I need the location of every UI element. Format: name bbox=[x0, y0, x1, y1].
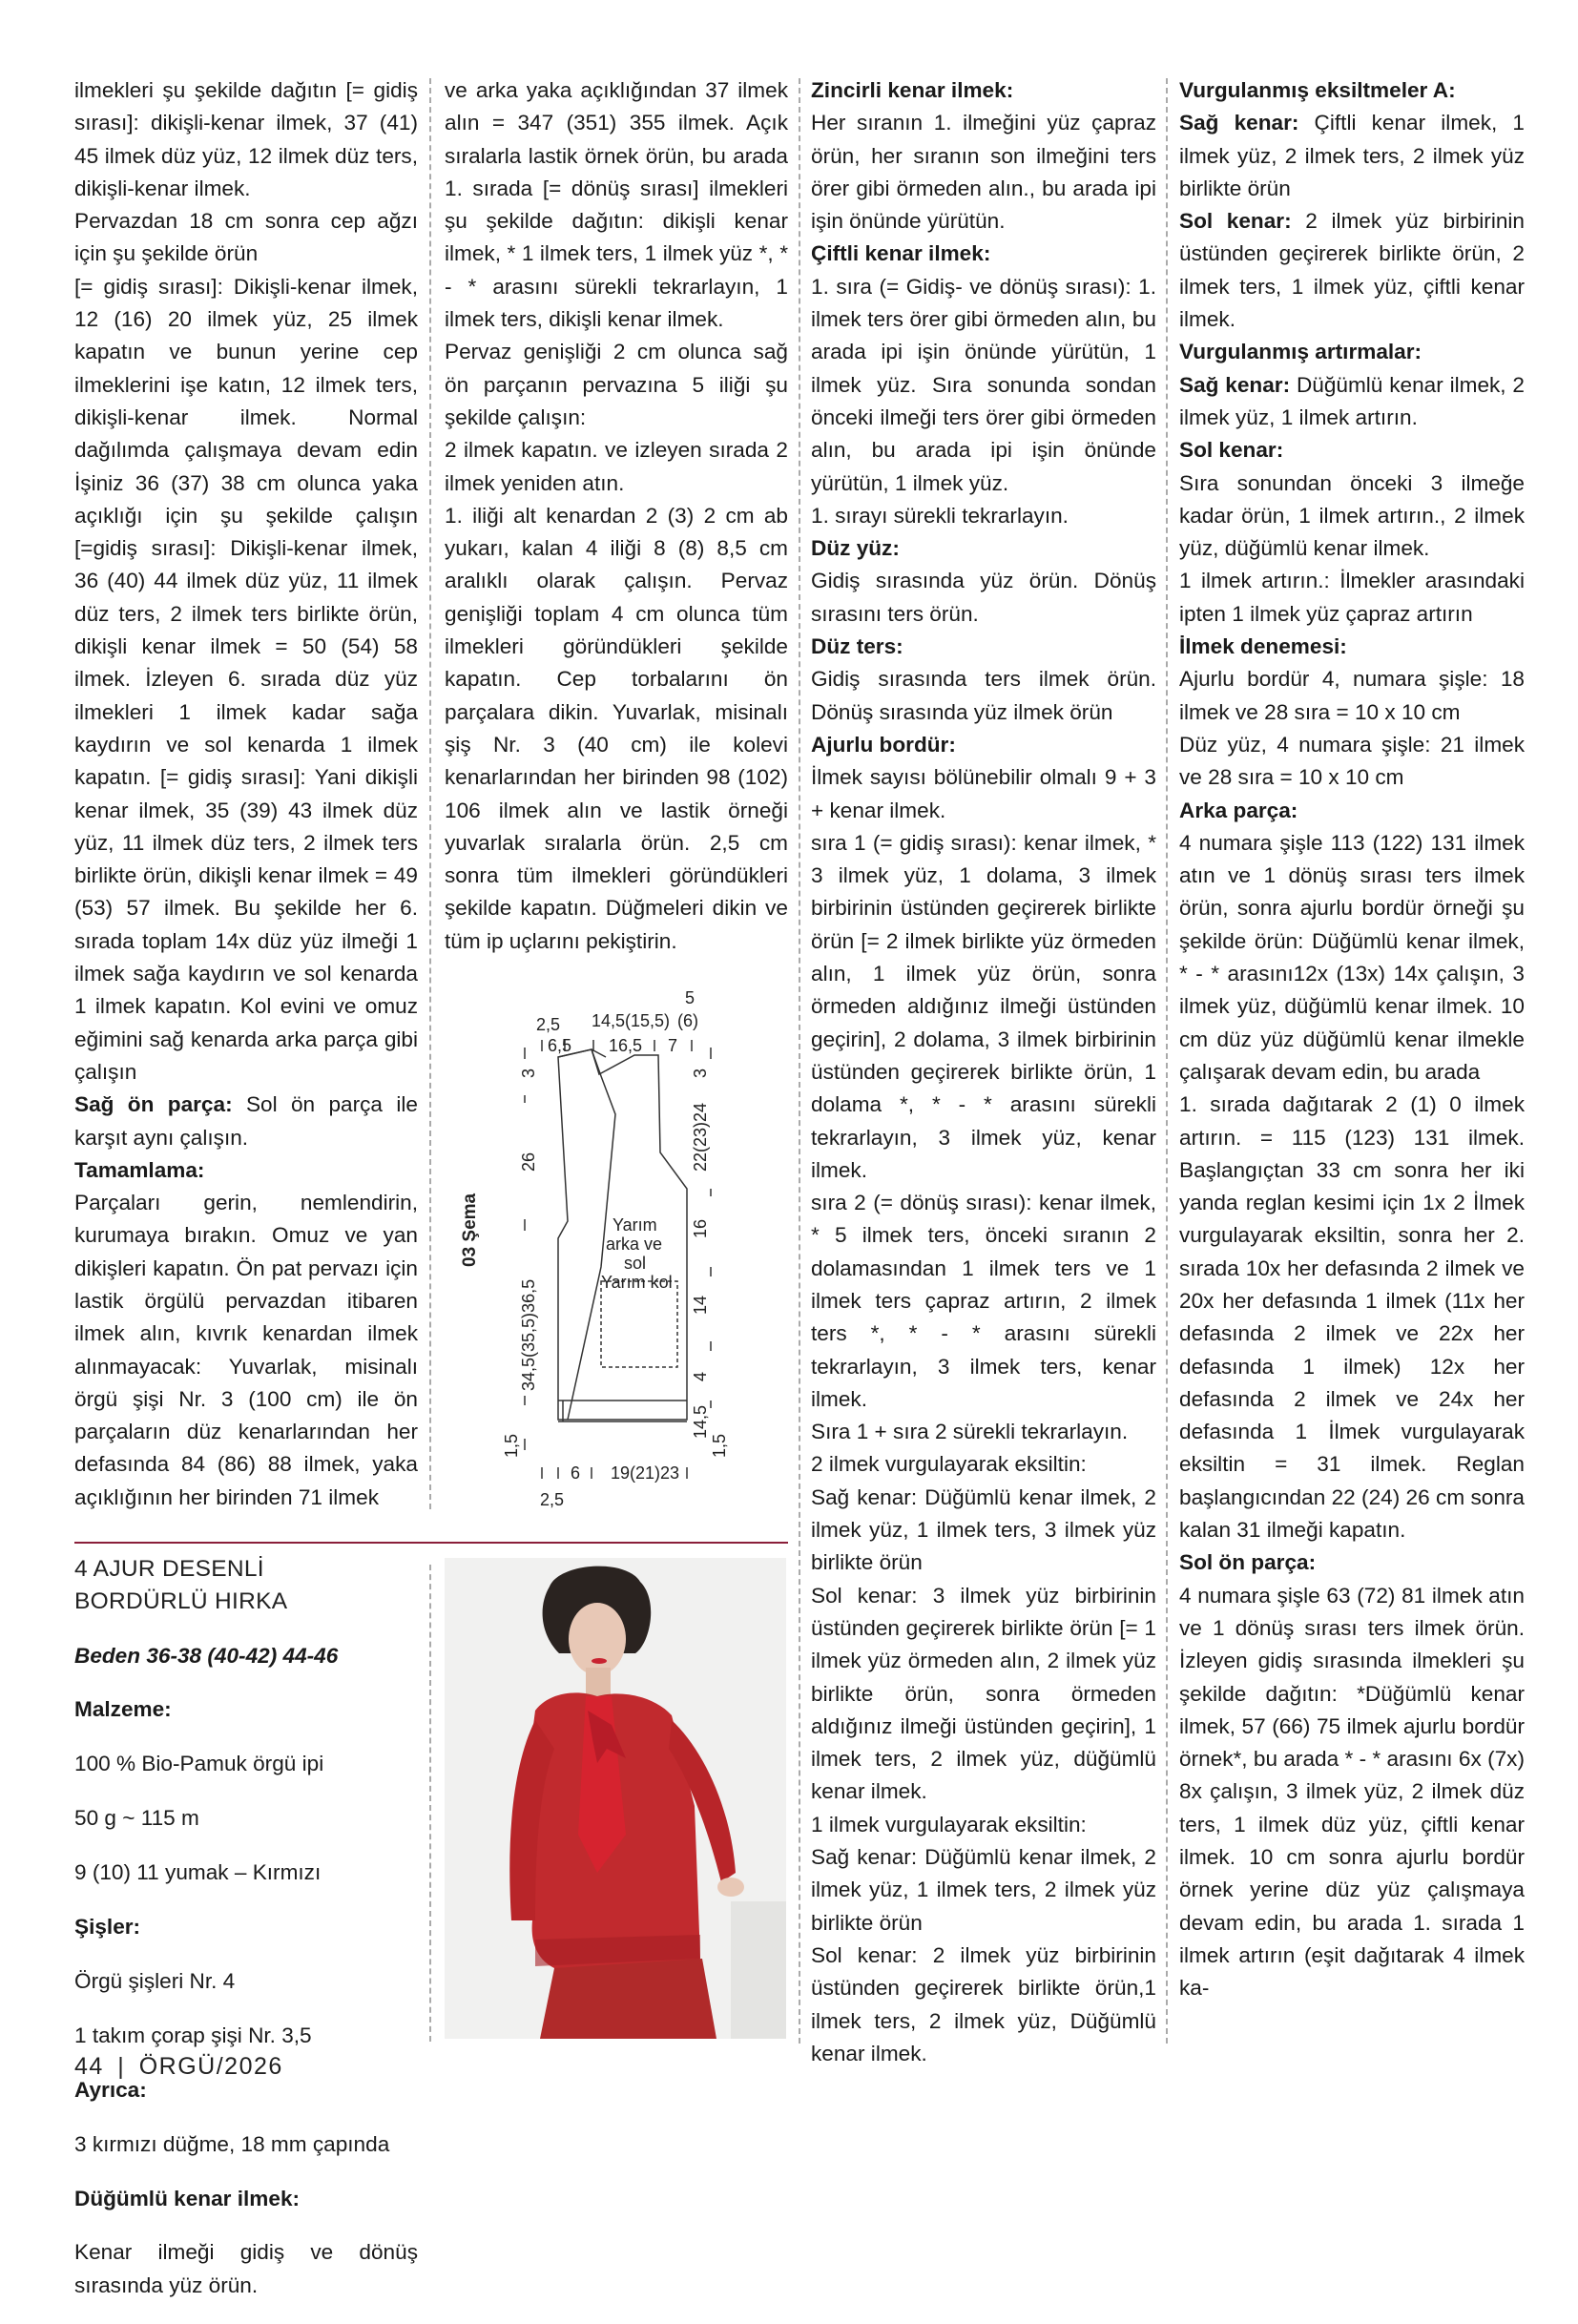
paragraph bbox=[445, 500, 788, 958]
diagram-label: 03 Şema bbox=[460, 1193, 480, 1267]
diagram-label: 1,5 bbox=[710, 1433, 729, 1458]
paragraph bbox=[74, 205, 418, 271]
heading: Zincirli kenar ilmek: bbox=[811, 78, 1014, 102]
diagram-label: sol bbox=[624, 1254, 647, 1273]
diagram-label: 5 bbox=[685, 988, 696, 1007]
paragraph bbox=[445, 336, 788, 434]
footer-separator: | bbox=[117, 2053, 126, 2080]
diagram-label: 3 bbox=[519, 1068, 538, 1078]
body-text: Her sıranın 1. ilmeğini yüz çapraz örün, her sıranın son ilmeğini ters örer gibi örmeden alın., bu arada ipi işin önünde yürütün. bbox=[811, 111, 1156, 234]
body-text: 1. sırada dağıtarak 2 (1) 0 ilmek artırın. = 115 (123) 131 ilmek. Başlangıçtan 33 cm sonra her iki yanda reglan kesimi için 1x 2 İlmek vurgulayarak eksiltin, sonra her 2. sırada 10x her defasında 2 ilmek ve 20x her defasında 1 ilmek (11x her defasında 2 ilmek ve 22x her defasında 1 ilmek) 12x her defasında 2 ilmek ve 24x her defasında 1 İlmek vurgulayarak eksiltin = 31 ilmek. Reglan başlangıcından 22 (24) 26 cm sonra kalan 31 ilmeği kapatın. bbox=[1179, 1092, 1525, 1543]
page-number: 44 bbox=[74, 2053, 104, 2080]
paragraph bbox=[811, 729, 1156, 761]
paragraph bbox=[74, 2020, 418, 2052]
paragraph bbox=[811, 827, 1156, 1187]
paragraph bbox=[1179, 565, 1525, 631]
column-separator bbox=[799, 78, 800, 2044]
body-text: 4 numara şişle 113 (122) 131 ilmek atın ve 1 dönüş sırası ters ilmek örün, sonra ajurlu bordür örneği şu şekilde örün: Düğümlü kenar ilmek, * - * arasını12x (13x) 14x çalışın, 3 ilmek yüz, düğümlü kenar ilmek. 10 cm düz yüz düğümlü kenar ilmekle çalışarak devam edin, bu arada bbox=[1179, 830, 1525, 1084]
body-text: Çiftli kenar ilmek, 1 ilmek yüz, 2 ilmek ters, 2 ilmek yüz birlikte örün bbox=[1179, 111, 1526, 200]
heading: Düz ters: bbox=[811, 634, 903, 659]
body-text: Gidiş sırasında yüz örün. Dönüş sırasını ters örün. bbox=[811, 569, 1156, 626]
paragraph bbox=[74, 1965, 418, 1998]
paragraph bbox=[1179, 369, 1525, 435]
paragraph bbox=[1179, 663, 1525, 729]
body-text: 3 kırmızı düğme, 18 mm çapında bbox=[74, 2131, 390, 2156]
heading: Şişler: bbox=[74, 1915, 141, 1940]
paragraph bbox=[74, 74, 418, 205]
paragraph bbox=[1179, 467, 1525, 566]
paragraph bbox=[811, 761, 1156, 827]
paragraph bbox=[74, 271, 418, 1089]
heading: Ayrıca: bbox=[74, 2077, 147, 2102]
diagram-label: 14,5(15,5) bbox=[592, 1011, 671, 1030]
body-text: Sıra 1 + sıra 2 sürekli tekrarlayın. bbox=[811, 1420, 1129, 1444]
paragraph bbox=[445, 74, 788, 336]
heading: Düğümlü kenar ilmek: bbox=[74, 2186, 301, 2210]
diagram-label: 6,5 bbox=[548, 1036, 572, 1055]
body-text: Ajurlu bordür 4, numara şişle: 18 ilmek ve 28 sıra = 10 x 10 cm bbox=[1179, 667, 1525, 724]
text-column-1 bbox=[74, 74, 418, 1514]
diagram-label: 7 bbox=[668, 1036, 678, 1055]
body-text: Sağ kenar: Düğümlü kenar ilmek, 2 ilmek yüz, 1 ilmek ters, 2 ilmek yüz birlikte örün bbox=[811, 1845, 1156, 1935]
heading: Sol kenar: bbox=[1179, 209, 1292, 234]
body-text: 4 numara şişle 63 (72) 81 ilmek atın ve 1 dönüş sırası ters ilmek örün. İzleyen gidiş sırasında ilmekleri şu şekilde dağıtın: *Düğümlü kenar ilmek, 57 (66) 75 ilmek ajurlu bordür örnek*, bu arada * - * arasını 6x (7x) 8x çalışın, 3 ilmek yüz, 2 ilmek düz ters, 1 ilmek düz yüz, çiftli kenar ilmek. 10 cm sonra ajurlu bordür örnek yerine düz yüz çalışmaya devam edin, bu arada 1. sırada 1 ilmek artırın (eşit dağıtarak 4 ilmek ka- bbox=[1179, 1583, 1525, 2001]
diagram-label: (6) bbox=[677, 1011, 698, 1030]
diagram-label: 4 bbox=[691, 1371, 710, 1381]
column-separator bbox=[429, 1565, 431, 2042]
paragraph bbox=[74, 1154, 418, 1187]
column-separator bbox=[429, 78, 431, 1509]
heading: Vurgulanmış artırmalar: bbox=[1179, 340, 1422, 364]
paragraph bbox=[74, 2183, 418, 2215]
body-text: ilmekleri şu şekilde dağıtın [= gidiş sırası]: dikişli-kenar ilmek, 37 (41) 45 ilmek düz yüz, 12 ilmek düz ters, dikişli-kenar ilmek. bbox=[74, 78, 418, 200]
body-text: ve arka yaka açıklığından 37 ilmek alın = 347 (351) 355 ilmek. Açık sıralarla lastik örnek örün, bu arada 1. sırada [= dönüş sırası] ilmekleri şu şekilde dağıtın: dikişli kenar ilmek, * 1 ilmek ters, 1 ilmek yüz *, * - * arasını sürekli tekrarlayın, 1 ilmek ters, dikişli kenar ilmek. bbox=[445, 78, 788, 332]
paragraph bbox=[1179, 729, 1525, 795]
text-column-2 bbox=[445, 74, 788, 958]
body-text: Sıra sonundan önceki 3 ilmeğe kadar örün, 1 ilmek artırın., 2 ilmek yüz, düğümlü kenar ilmek. bbox=[1179, 470, 1525, 561]
heading: Arka parça: bbox=[1179, 798, 1298, 822]
paragraph bbox=[1179, 1089, 1525, 1546]
diagram-label: arka ve bbox=[606, 1235, 663, 1254]
diagram-label: 16 bbox=[691, 1218, 710, 1238]
body-text: [= gidiş sırası]: Dikişli-kenar ilmek, 12 (16) 20 ilmek yüz, 25 ilmek kapatın ve bunun yerine cep ilmeklerini işe katın, 12 ilmek ters, dikişli-kenar ilmek. Normal dağılımda çalışmaya devam edin İşiniz 36 (37) 38 cm olunca yaka açıklığı için şu şekilde çalışın [=gidiş sırası]: Dikişli-kenar ilmek, 36 (40) 44 ilmek düz yüz, 11 ilmek düz ters, 2 ilmek ters birlikte örün, dikişli kenar ilmek = 50 (54) 58 ilmek. İzleyen 6. sırada düz yüz ilmekleri 1 ilmek kadar sağa kaydırın ve sol kenarda 1 ilmek kapatın. [= gidiş sırası]: Yani dikişli kenar ilmek, 35 (39) 43 ilmek düz yüz, 11 ilmek düz ters, 2 ilmek ters birlikte örün, dikişli kenar ilmek = 49 (53) 57 ilmek. Bu şekilde her 6. sırada toplam 14x düz yüz ilmeği 1 ilmek sağa kaydırın ve sol kenarda 1 ilmek kapatın. Kol evini ve omuz eğimini sağ kenarda arka parça gibi çalışın bbox=[74, 274, 418, 1084]
paragraph bbox=[811, 1448, 1156, 1481]
diagram-label: 2,5 bbox=[536, 1015, 561, 1034]
text-column-3 bbox=[811, 74, 1156, 2070]
paragraph bbox=[74, 2236, 418, 2302]
schema-diagram bbox=[448, 981, 792, 1534]
body-text: Sol kenar: 3 ilmek yüz birbirinin üstünden geçirerek birlikte örün [= 1 ilmek yüz örmeden alın, 2 ilmek yüz birlikte örün, sonra örmeden aldığınız ilmeği üstünden geçirin], 1 ilmek ters, 2 ilmek yüz, düğümlü kenar ilmek. bbox=[811, 1583, 1156, 1804]
paragraph bbox=[74, 1693, 418, 1726]
paragraph bbox=[1179, 434, 1525, 467]
body-text: Düz yüz, 4 numara şişle: 21 ilmek ve 28 sıra = 10 x 10 cm bbox=[1179, 732, 1525, 790]
heading: Sağ ön parça: bbox=[74, 1092, 233, 1117]
paragraph bbox=[1179, 795, 1525, 827]
paragraph bbox=[811, 631, 1156, 663]
diagram-label: 34,5(35,5)36,5 bbox=[519, 1278, 538, 1391]
column-separator bbox=[1166, 78, 1168, 2044]
diagram-label: 22(23)24 bbox=[691, 1102, 710, 1172]
diagram-label: 16,5 bbox=[609, 1036, 643, 1055]
diagram-label: Yarım kol bbox=[601, 1273, 673, 1292]
body-text: Parçaları gerin, nemlendirin, kurumaya bırakın. Omuz ve yan dikişleri kapatın. Ön pat pervazı için lastik örgülü pervazdan itibaren ilmek alın, kıvrık kenardan ilmek alınmayacak: Yuvarlak, misinalı örgü şişi Nr. 3 (100 cm) ile ön parçaların düz kenarlarından her defasında 84 (86) 88 ilmek, yaka açıklığının her birinden 71 ilmek bbox=[74, 1191, 418, 1509]
body-text: Düğümlü kenar ilmek, 2 ilmek yüz, 1 ilmek artırın. bbox=[1179, 372, 1525, 429]
body-text: 1 takım çorap şişi Nr. 3,5 bbox=[74, 2023, 312, 2047]
paragraph bbox=[74, 1857, 418, 1889]
body-text: 50 g ~ 115 m bbox=[74, 1806, 199, 1831]
body-text: 1 ilmek artırın.: İlmekler arasındaki ipten 1 ilmek yüz çapraz artırın bbox=[1179, 569, 1525, 626]
paragraph bbox=[811, 1482, 1156, 1580]
section-divider bbox=[74, 1542, 788, 1544]
body-text: 2 ilmek yüz birbirinin üstünden geçirerek birlikte örün, 2 ilmek ters, 1 ilmek yüz, çiftli kenar ilmek. bbox=[1179, 209, 1525, 332]
title-line-1: 4 AJUR DESENLİ bbox=[74, 1556, 264, 1582]
paragraph bbox=[1179, 74, 1525, 107]
body-text: Sol kenar: 2 ilmek yüz birbirinin üstünden geçirerek birlikte örün,1 ilmek ters, 2 ilmek yüz, Düğümlü kenar ilmek. bbox=[811, 1942, 1156, 2065]
paragraph bbox=[811, 271, 1156, 500]
paragraph bbox=[1179, 631, 1525, 663]
paragraph bbox=[74, 2128, 418, 2161]
body-text: İlmek sayısı bölünebilir olmalı 9 + 3 + kenar ilmek. bbox=[811, 765, 1156, 822]
body-text: 1. iliği alt kenardan 2 (3) 2 cm ab yukarı, kalan 4 iliği 8 (8) 8,5 cm aralıklı olarak çalışın. Pervaz genişliği toplam 4 cm olunca tüm ilmekleri göründükleri şekilde kapatın. Cep torbalarını ön parçalara dikin. Yuvarlak, misinalı şiş Nr. 3 (40 cm) ile kolevi kenarlarından her birinden 98 (102) 106 ilmek alın ve lastik örneği yuvarlak sıralarla örün. 2,5 cm sonra tüm ilmekleri göründükleri şekilde kapatın. Düğmeleri dikin ve tüm ip uçlarını pekiştirin. bbox=[445, 503, 788, 953]
heading: Tamamlama: bbox=[74, 1157, 205, 1182]
paragraph bbox=[811, 663, 1156, 729]
paragraph bbox=[1179, 205, 1525, 336]
heading: Sol kenar: bbox=[1179, 438, 1284, 463]
diagram-label: 14,5 bbox=[691, 1404, 710, 1439]
body-text: Gidiş sırasında ters ilmek örün. Dönüş sırasında yüz ilmek örün bbox=[811, 667, 1156, 724]
page-footer bbox=[74, 2053, 283, 2081]
paragraph bbox=[811, 1580, 1156, 1809]
pocket-outline bbox=[601, 1281, 677, 1367]
heading: Düz yüz: bbox=[811, 536, 900, 561]
body-text: 1. sıra (= Gidiş- ve dönüş sırası): 1. ilmek ters örer gibi örmeden alın, bu arada ipi işin önünde yürütün, 1 ilmek yüz. Sıra sonunda sondan önceki ilmeği ters örer gibi örmeden alın, bu arada ipi işin önünde yürütün, 1 ilmek yüz. bbox=[811, 274, 1156, 495]
text-column-4 bbox=[1179, 74, 1525, 2005]
paragraph bbox=[74, 1911, 418, 1943]
body-text: Örgü şişleri Nr. 4 bbox=[74, 1968, 236, 1993]
paragraph bbox=[74, 1640, 418, 1672]
body-text: Sağ kenar: Düğümlü kenar ilmek, 2 ilmek yüz, 1 ilmek ters, 3 ilmek yüz birlikte örün bbox=[811, 1484, 1156, 1575]
paragraph bbox=[811, 107, 1156, 238]
body-text: Pervaz genişliği 2 cm olunca sağ ön parçanın pervazına 5 iliği şu şekilde çalışın: bbox=[445, 340, 788, 429]
paragraph bbox=[1179, 107, 1525, 205]
heading: Ajurlu bordür: bbox=[811, 732, 956, 757]
paragraph bbox=[74, 1187, 418, 1514]
paragraph bbox=[811, 1416, 1156, 1448]
heading: Malzeme: bbox=[74, 1697, 172, 1722]
diagram-label: 2,5 bbox=[540, 1490, 565, 1509]
diagram-label: 1,5 bbox=[502, 1433, 521, 1458]
paragraph bbox=[1179, 1580, 1525, 2005]
paragraph bbox=[811, 74, 1156, 107]
heading: Sağ kenar: bbox=[1179, 111, 1299, 135]
diagram-label: 6 bbox=[571, 1463, 581, 1483]
diagram-label: Yarım bbox=[613, 1215, 657, 1235]
body-text: sıra 1 (= gidiş sırası): kenar ilmek, * 3 ilmek yüz, 1 dolama, 3 ilmek birbirinin üstünden geçirerek birlikte örün [= 2 ilmek birlikte yüz örmeden alın, 1 ilmek yüz örün, sonra örmeden aldığınız ilmeği üstünden geçirin], 2 dolama, 3 ilmek birbirinin üstünden geçirerek birlikte örün, 1 dolama *, * - * arasını sürekli tekrarlayın, 3 ilmek yüz, kenar ilmek. bbox=[811, 830, 1156, 1182]
diagram-label: 19(21)23 bbox=[611, 1463, 680, 1483]
paragraph bbox=[811, 238, 1156, 270]
body-text: 2 ilmek vurgulayarak eksiltin: bbox=[811, 1452, 1087, 1477]
paragraph bbox=[74, 1748, 418, 1780]
heading: İlmek denemesi: bbox=[1179, 634, 1347, 659]
heading: Çiftli kenar ilmek: bbox=[811, 241, 991, 266]
body-text: 9 (10) 11 yumak – Kırmızı bbox=[74, 1860, 322, 1885]
heading: Vurgulanmış eksiltmeler A: bbox=[1179, 78, 1456, 102]
paragraph bbox=[811, 1809, 1156, 1841]
diagram-label: 26 bbox=[519, 1152, 538, 1172]
body-text: sıra 2 (= dönüş sırası): kenar ilmek, * 5 ilmek ters, önceki sıranın 2 dolamasından 1 ilmek ters ve 1 ilmek ters çapraz artırın, 2 ilmek ters *, * - * arasını sürekli tekrarlayın, 3 ilmek ters, kenar ilmek. bbox=[811, 1191, 1156, 1411]
magazine-name: ÖRGÜ/2026 bbox=[138, 2053, 283, 2080]
heading: Sağ kenar: bbox=[1179, 372, 1291, 397]
body-text: Kenar ilmeği gidiş ve dönüş sırasında yüz örün. bbox=[74, 2240, 418, 2297]
diagram-label: 3 bbox=[691, 1068, 710, 1078]
model-photo bbox=[445, 1558, 786, 2039]
paragraph bbox=[1179, 827, 1525, 1089]
paragraph bbox=[1179, 336, 1525, 368]
paragraph bbox=[811, 500, 1156, 532]
body-text: 1 ilmek vurgulayarak eksiltin: bbox=[811, 1812, 1087, 1836]
title-line-2: BORDÜRLÜ HIRKA bbox=[74, 1588, 288, 1614]
paragraph bbox=[74, 1089, 418, 1154]
pattern-title bbox=[74, 1553, 418, 1618]
paragraph bbox=[811, 1841, 1156, 1940]
body-text: 100 % Bio-Pamuk örgü ipi bbox=[74, 1752, 324, 1776]
body-text: Pervazdan 18 cm sonra cep ağzı için şu şekilde örün bbox=[74, 209, 418, 266]
body-text: 2 ilmek kapatın. ve izleyen sırada 2 ilmek yeniden atın. bbox=[445, 438, 788, 495]
diagram-label: 14 bbox=[691, 1295, 710, 1315]
body-text: Sol ön parça ile karşıt aynı çalışın. bbox=[74, 1092, 418, 1150]
paragraph bbox=[811, 565, 1156, 631]
paragraph bbox=[811, 1940, 1156, 2070]
paragraph bbox=[1179, 1546, 1525, 1579]
size-line: Beden 36-38 (40-42) 44-46 bbox=[74, 1643, 339, 1668]
paragraph bbox=[445, 434, 788, 500]
materials-list bbox=[74, 1618, 418, 2324]
body-text: 1. sırayı sürekli tekrarlayın. bbox=[811, 503, 1069, 528]
paragraph bbox=[811, 1187, 1156, 1416]
heading: Sol ön parça: bbox=[1179, 1550, 1317, 1575]
paragraph bbox=[74, 1802, 418, 1835]
paragraph bbox=[811, 532, 1156, 565]
